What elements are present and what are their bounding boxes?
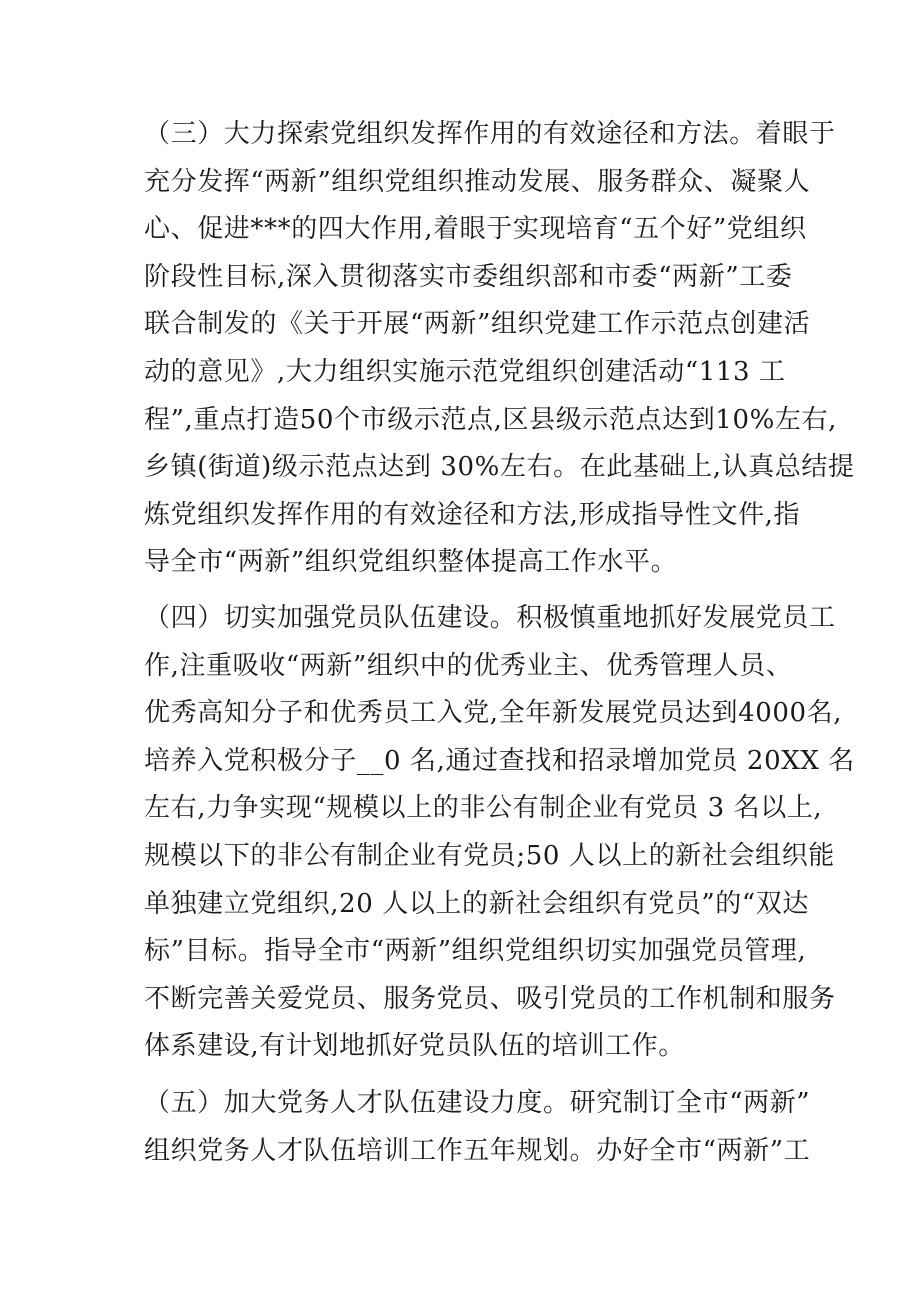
text-line: 联合制发的《关于开展“两新”组织党建工作示范点创建活	[144, 309, 811, 340]
text-line: 阶段性目标,深入贯彻落实市委组织部和市委“两新”工委	[144, 261, 793, 292]
text-line: （三）大力探索党组织发挥作用的有效途径和方法。着眼于	[144, 119, 836, 149]
text-line: 体系建设,有计划地抓好党员队伍的培训工作。	[144, 1031, 685, 1062]
text-line: 不断完善关爱党员、服务党员、吸引党员的工作机制和服务	[144, 983, 836, 1014]
text-line: 炼党组织发挥作用的有效途径和方法,形成指导性文件,指	[144, 499, 801, 530]
paragraph-section-4	[144, 595, 855, 1071]
paragraph-section-5	[144, 1080, 811, 1175]
paragraph-section-3	[144, 111, 855, 587]
text-line: 导全市“两新”组织党组织整体提高工作水平。	[144, 547, 678, 578]
text-line: 培养入党积极分子__0 名,通过查找和招录增加党员 20XX 名	[144, 745, 855, 776]
text-line: 动的意见》,大力组织实施示范党组织创建活动“113 工	[144, 356, 786, 387]
text-line: 心、促进***的四大作用,着眼于实现培育“五个好”党组织	[144, 214, 807, 245]
text-line: 单独建立党组织,20 人以上的新社会组织有党员”的“双达	[144, 888, 809, 919]
text-line: 充分发挥“两新”组织党组织推动发展、服务群众、凝聚人	[144, 166, 811, 197]
text-line: 左右,力争实现“规模以上的非公有制企业有党员 3 名以上,	[144, 793, 823, 824]
text-line: 标”目标。指导全市“两新”组织党组织切实加强党员管理,	[144, 936, 807, 967]
text-line: 作,注重吸收“两新”组织中的优秀业主、优秀管理人员、	[144, 650, 793, 681]
text-line: 乡镇(街道)级示范点达到 30%左右。在此基础上,认真总结提	[144, 452, 855, 483]
text-line: 组织党务人才队伍培训工作五年规划。办好全市“两新”工	[144, 1135, 811, 1166]
text-line: 规模以下的非公有制企业有党员;50 人以上的新社会组织能	[144, 840, 835, 871]
text-line: 程”,重点打造50个市级示范点,区县级示范点达到10%左右,	[144, 404, 837, 435]
text-line: （五）加大党务人才队伍建设力度。研究制订全市“两新”	[144, 1088, 811, 1118]
text-line: 优秀高知分子和优秀员工入党,全年新发展党员达到4000名,	[144, 698, 843, 729]
text-line: （四）切实加强党员队伍建设。积极慎重地抓好发展党员工	[144, 603, 836, 633]
